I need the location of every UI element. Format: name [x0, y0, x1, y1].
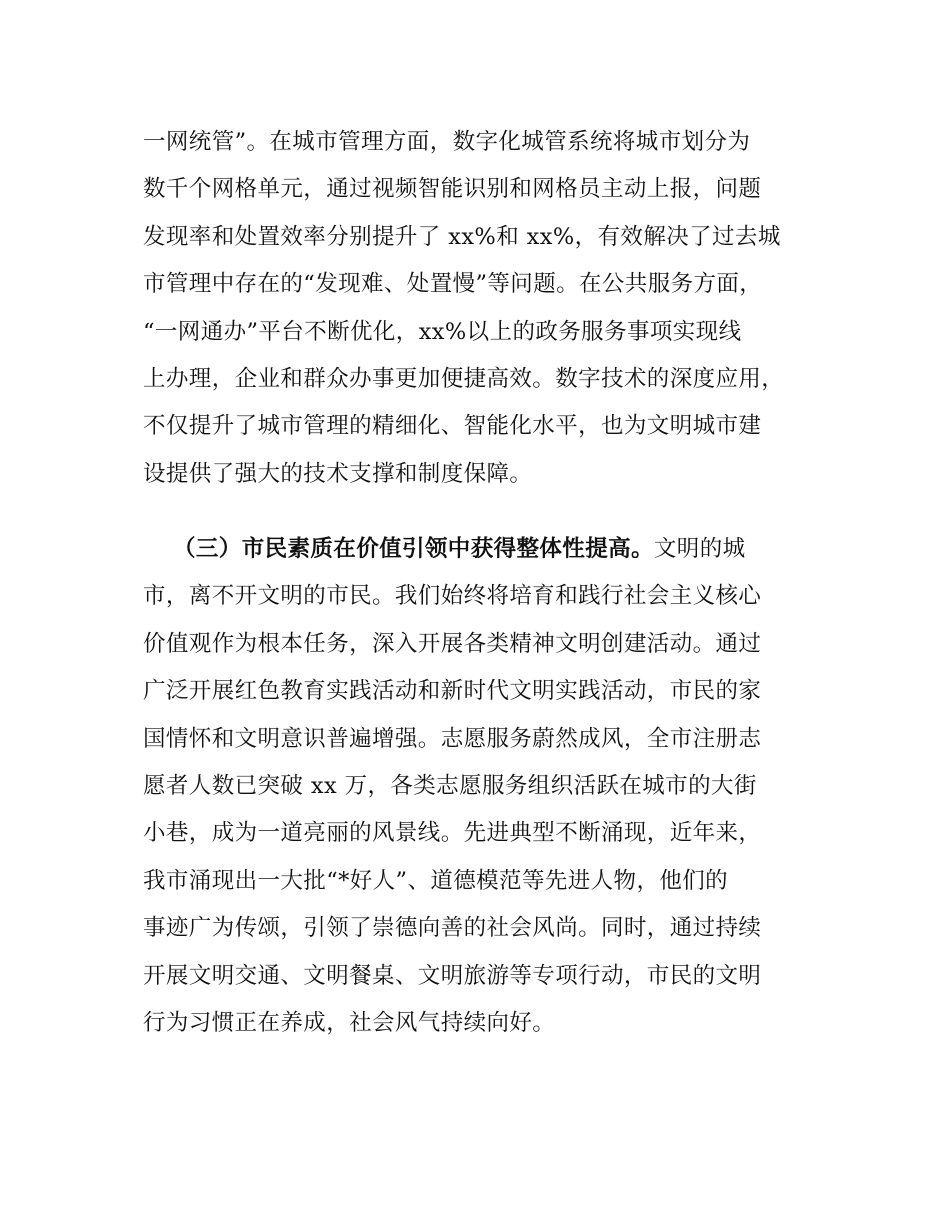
text-line: 数千个网格单元，通过视频智能识别和网格员主动上报，问题	[143, 176, 762, 203]
section-heading: （三）市民素质在价值引领中获得整体性提高。	[173, 536, 654, 562]
text-line: 不仅提升了城市管理的精细化、智能化水平，也为文明城市建	[143, 413, 762, 440]
text-line: 国情怀和文明意识普遍增强。志愿服务蔚然成风，全市注册志	[143, 725, 762, 752]
text-line: 我市涌现出一大批“*好人”、道德模范等先进人物，他们的	[143, 867, 729, 894]
paragraph-digital-governance	[143, 119, 823, 498]
text-line: 上办理，企业和群众办事更加便捷高效。数字技术的深度应用，	[143, 365, 785, 392]
text-line: 价值观作为根本任务，深入开展各类精神文明创建活动。通过	[143, 630, 762, 657]
text-line: 一网统管”。在城市管理方面，数字化城管系统将城市划分为	[143, 129, 751, 155]
text-line: 小巷，成为一道亮丽的风景线。先进典型不断涌现，近年来，	[143, 820, 762, 847]
text-line: 发现率和处置效率分别提升了 xx%和 xx%，有效解决了过去城	[143, 223, 781, 250]
text-line: 行为习惯正在养成，社会风气持续向好。	[143, 1009, 556, 1036]
paragraph-citizen-quality	[143, 526, 823, 1047]
text-span: 文明的城	[653, 536, 746, 562]
text-line: 市，离不开文明的市民。我们始终将培育和践行社会主义核心	[143, 583, 762, 610]
text-line: 广泛开展红色教育实践活动和新时代文明实践活动，市民的家	[143, 678, 762, 705]
text-line: 开展文明交通、文明餐桌、文明旅游等专项行动，市民的文明	[143, 962, 762, 989]
text-line: 事迹广为传颂，引领了崇德向善的社会风尚。同时，通过持续	[143, 915, 762, 942]
text-line: 设提供了强大的技术支撑和制度保障。	[143, 460, 533, 487]
text-line: 愿者人数已突破 xx 万，各类志愿服务组织活跃在城市的大街	[143, 772, 757, 799]
text-line: 市管理中存在的“发现难、处置慢”等问题。在公共服务方面，	[143, 271, 763, 298]
text-line: “一网通办”平台不断优化，xx%以上的政务服务事项实现线	[143, 318, 742, 345]
paragraph-first-line	[143, 526, 823, 573]
